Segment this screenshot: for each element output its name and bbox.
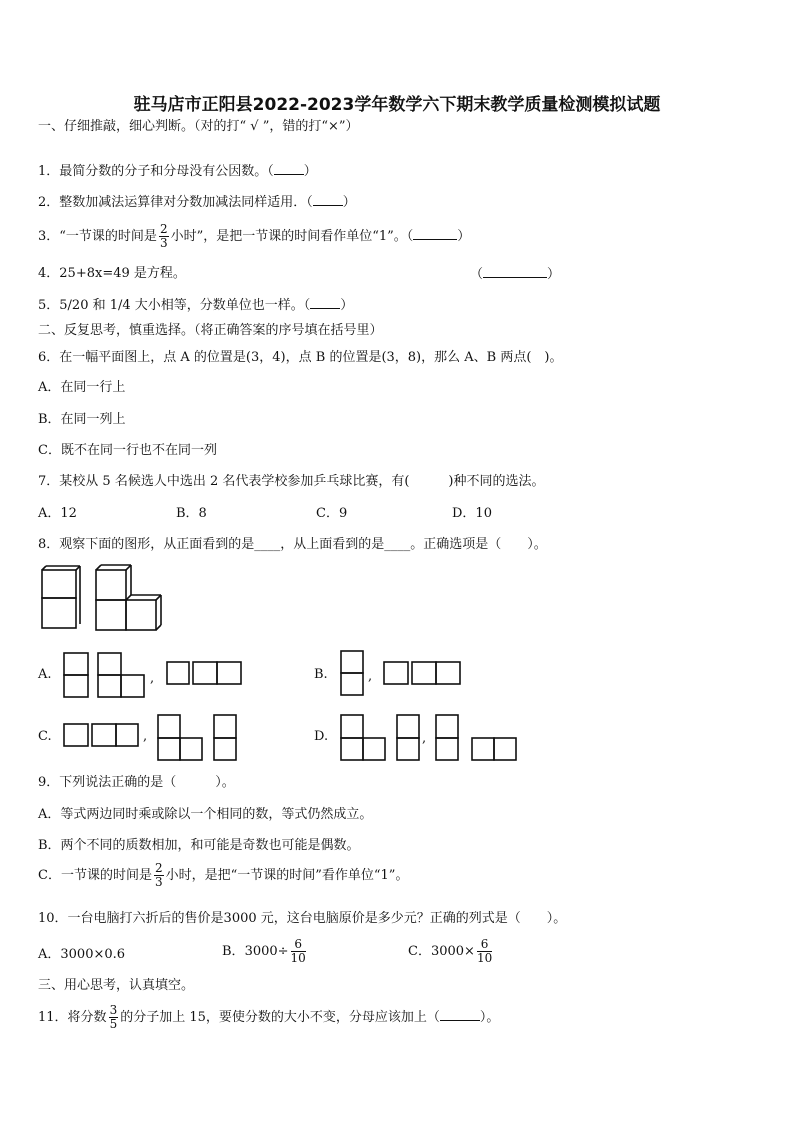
q8-option-b-comma: , bbox=[368, 669, 373, 684]
q8-text: 观察下面的图形，从正面看到的是____，从上面看到的是____。正确选项是（ ）。 bbox=[59, 537, 547, 552]
q8-option-d-label[interactable]: D. bbox=[314, 729, 329, 744]
q8-option-c-views[interactable] bbox=[63, 712, 243, 762]
q8-figure-left bbox=[42, 566, 80, 628]
q6-option-a[interactable]: A．在同一行上 bbox=[38, 380, 126, 395]
question-3 bbox=[38, 222, 470, 252]
cube-face bbox=[126, 600, 156, 630]
q3-text-post: 小时”，是把一节课的时间看作单位“1”。（ bbox=[170, 229, 414, 244]
q11-text-post: 的分子加上 15，要使分数的大小不变，分母应该加上（ bbox=[120, 1010, 440, 1025]
fraction-denominator: 5 bbox=[109, 1017, 118, 1031]
q10-option-b[interactable] bbox=[222, 932, 308, 972]
section-2-heading: 二、反复思考，慎重选择。（将正确答案的序号填在括号里） bbox=[38, 323, 383, 338]
q5-answer-blank[interactable] bbox=[310, 296, 340, 309]
q9-option-c-post: 小时，是把“一节课的时间”看作单位“1”。 bbox=[165, 868, 409, 883]
q8-option-a-label[interactable]: A. bbox=[38, 667, 52, 682]
q1-paren-close: ） bbox=[303, 164, 317, 179]
q2-text: 整数加减法运算律对分数加减法同样适用．（ bbox=[59, 195, 313, 210]
q4-answer-blank[interactable] bbox=[483, 265, 547, 278]
q2-answer-blank[interactable] bbox=[313, 193, 343, 206]
q11-answer-blank[interactable] bbox=[440, 1008, 480, 1021]
q8-solid-figures bbox=[38, 568, 168, 634]
q3-paren-close: ） bbox=[457, 229, 471, 244]
q4-text: 25+8x=49 是方程。 bbox=[59, 266, 186, 281]
fraction-denominator: 10 bbox=[290, 951, 306, 965]
q11-fraction bbox=[109, 1004, 119, 1031]
q8-option-d-views[interactable] bbox=[340, 712, 525, 762]
fraction-numerator: 3 bbox=[109, 1003, 118, 1017]
q7-option-d[interactable]: D．10 bbox=[452, 506, 492, 521]
q6-option-b[interactable]: B．在同一列上 bbox=[38, 412, 126, 427]
q9-option-c-pre: C．一节课的时间是 bbox=[38, 868, 152, 883]
q8-option-a-views[interactable] bbox=[63, 652, 243, 700]
q10-option-b-expr: 3000÷ bbox=[244, 944, 289, 959]
q8-option-b-label[interactable]: B. bbox=[314, 667, 328, 682]
q10-option-a[interactable]: A．3000×0.6 bbox=[38, 947, 126, 962]
q8-option-d-comma: , bbox=[422, 731, 427, 746]
q9-text: 下列说法正确的是（ ）。 bbox=[59, 775, 235, 790]
cube-face bbox=[96, 570, 126, 600]
cube-face bbox=[42, 598, 76, 628]
q5-text: 5/20 和 1/4 大小相等，分数单位也一样。（ bbox=[59, 298, 311, 313]
question-7 bbox=[38, 473, 545, 491]
q9-option-c-fraction bbox=[154, 862, 164, 889]
q8-option-c-label[interactable]: C. bbox=[38, 729, 52, 744]
page-title: 驻马店市正阳县2022-2023学年数学六下期末教学质量检测模拟试题 bbox=[133, 95, 661, 115]
q3-fraction-numerator: 2 bbox=[159, 222, 168, 236]
q7-option-b[interactable]: B．8 bbox=[176, 506, 207, 521]
q3-fraction-denominator: 3 bbox=[159, 236, 168, 250]
q10-option-b-label: B． bbox=[222, 944, 245, 959]
q11-text-pre: 将分数 bbox=[67, 1010, 107, 1025]
q7-option-a[interactable]: A．12 bbox=[38, 506, 77, 521]
q9-number: 9． bbox=[38, 775, 60, 790]
q7-option-c[interactable]: C．9 bbox=[316, 506, 348, 521]
q8-option-a-comma: , bbox=[150, 671, 155, 686]
question-2 bbox=[38, 193, 356, 212]
q6-number: 6． bbox=[38, 350, 60, 365]
q4-paren-open: （ bbox=[470, 267, 484, 282]
question-9 bbox=[38, 774, 235, 792]
question-6 bbox=[38, 349, 562, 367]
q8-option-c-comma: , bbox=[143, 729, 148, 744]
section-1-heading: 一、仔细推敲，细心判断。（对的打“ √ ”，错的打“×”） bbox=[38, 119, 359, 134]
q9-option-a[interactable]: A．等式两边同时乘或除以一个相同的数，等式仍然成立。 bbox=[38, 807, 373, 822]
q8-number: 8． bbox=[38, 537, 60, 552]
q3-number: 3． bbox=[38, 229, 60, 244]
q10-text: 一台电脑打六折后的售价是3000 元，这台电脑原价是多少元？正确的列式是（ ）。 bbox=[67, 911, 567, 926]
question-4 bbox=[38, 265, 186, 283]
q2-paren-close: ） bbox=[342, 195, 356, 210]
q10-option-b-fraction bbox=[291, 938, 306, 965]
fraction-denominator: 3 bbox=[154, 875, 163, 889]
q11-paren-close: ）。 bbox=[479, 1010, 500, 1025]
q9-option-b[interactable]: B．两个不同的质数相加，和可能是奇数也可能是偶数。 bbox=[38, 838, 360, 853]
fraction-denominator: 10 bbox=[476, 951, 493, 965]
question-10 bbox=[38, 910, 566, 928]
q8-figure-right bbox=[96, 565, 161, 630]
question-5 bbox=[38, 296, 353, 315]
q2-number: 2． bbox=[38, 195, 60, 210]
fraction-numerator: 6 bbox=[291, 938, 306, 952]
q3-text-pre: “一节课的时间是 bbox=[59, 229, 157, 244]
q4-paren-close: ） bbox=[547, 267, 561, 282]
q7-number: 7． bbox=[38, 474, 60, 489]
q3-answer-blank[interactable] bbox=[413, 227, 457, 240]
q5-paren-close: ） bbox=[340, 298, 354, 313]
question-11 bbox=[38, 1000, 499, 1036]
q10-option-c[interactable] bbox=[408, 932, 494, 972]
q1-answer-blank[interactable] bbox=[274, 162, 304, 175]
q9-option-c[interactable] bbox=[38, 860, 408, 892]
q1-number: 1． bbox=[38, 164, 60, 179]
question-8 bbox=[38, 536, 547, 554]
q8-option-b-views[interactable] bbox=[340, 650, 465, 698]
q6-option-c[interactable]: C．既不在同一行也不在同一列 bbox=[38, 443, 217, 458]
cube-face bbox=[42, 570, 76, 598]
fraction-numerator: 6 bbox=[477, 938, 492, 952]
section-3-heading: 三、用心思考，认真填空。 bbox=[38, 978, 195, 993]
cube-face bbox=[96, 600, 126, 630]
q10-option-c-expr: 3000× bbox=[430, 944, 475, 959]
q4-number: 4． bbox=[38, 266, 60, 281]
q1-text: 最简分数的分子和分母没有公因数。（ bbox=[59, 164, 274, 179]
q5-number: 5． bbox=[38, 298, 60, 313]
q10-option-c-fraction bbox=[477, 938, 492, 965]
q10-option-c-label: C． bbox=[408, 944, 431, 959]
q7-text: 某校从 5 名候选人中选出 2 名代表学校参加乒乓球比赛，有( )种不同的选法。 bbox=[59, 474, 545, 489]
q11-number: 11． bbox=[38, 1010, 68, 1025]
q6-text: 在一幅平面图上，点 A 的位置是(3，4)，点 B 的位置是(3，8)，那么 A、B 两点( )。 bbox=[59, 350, 563, 365]
question-1 bbox=[38, 162, 317, 181]
q10-number: 10． bbox=[38, 911, 68, 926]
q3-fraction bbox=[159, 223, 169, 250]
fraction-numerator: 2 bbox=[154, 861, 163, 875]
q4-answer bbox=[470, 265, 560, 284]
